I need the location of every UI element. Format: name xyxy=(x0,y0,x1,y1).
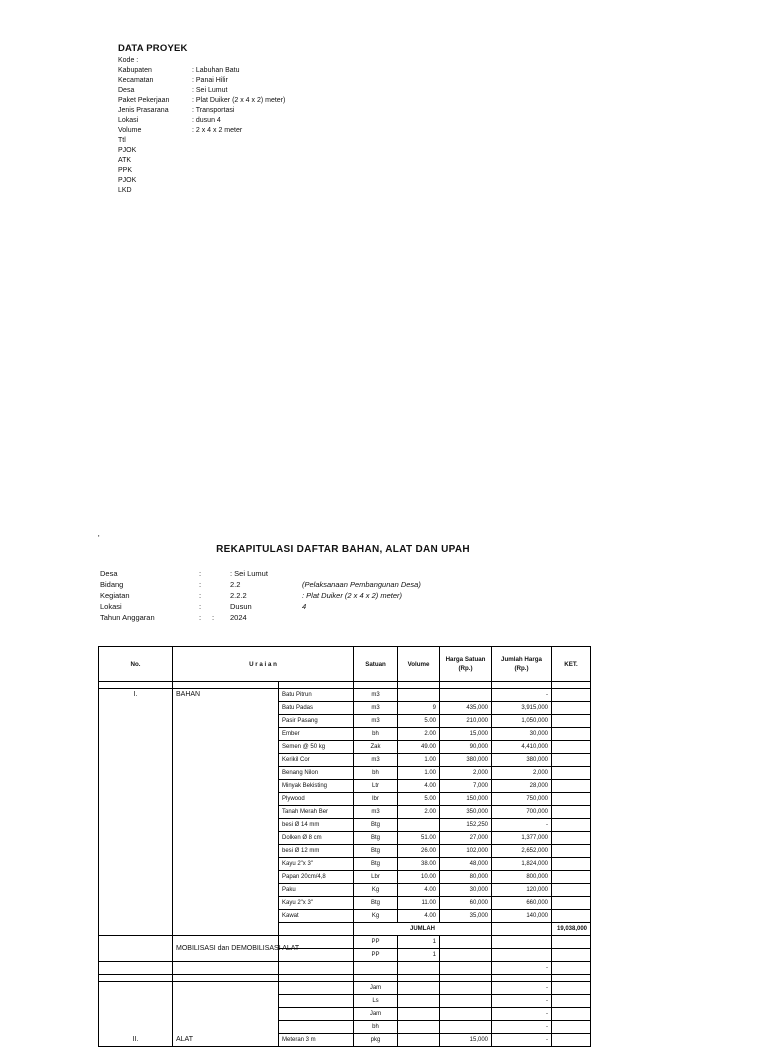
item-volume: 49.00 xyxy=(398,741,440,754)
info-sep2: : xyxy=(212,613,215,622)
proyek-key: Lokasi xyxy=(118,117,139,124)
table-row xyxy=(99,682,591,689)
header-ket: KET. xyxy=(552,647,591,682)
alat-satuan: Ls xyxy=(354,995,398,1008)
table-row xyxy=(99,936,591,949)
empty-cell xyxy=(440,936,492,949)
item-volume xyxy=(398,689,440,702)
proyek-row xyxy=(118,66,285,76)
alat-jumlah-harga: - xyxy=(492,982,552,995)
mob-satuan: PP xyxy=(354,949,398,962)
item-satuan: Ltr xyxy=(354,780,398,793)
empty-cell xyxy=(552,982,591,995)
alat-name xyxy=(279,982,354,995)
group-no-alat: II. xyxy=(99,982,173,1047)
proyek-value: : Labuhan Batu xyxy=(192,67,240,74)
info-sep2 xyxy=(212,601,230,612)
item-volume: 38.00 xyxy=(398,858,440,871)
empty-cell xyxy=(398,962,440,975)
proyek-row xyxy=(118,186,285,196)
item-satuan: bh xyxy=(354,767,398,780)
empty-cell xyxy=(552,962,591,975)
header-satuan: Satuan xyxy=(354,647,398,682)
alat-name: Meteran 3 m xyxy=(279,1034,354,1047)
item-name: Plywood xyxy=(279,793,354,806)
item-volume: 5.00 xyxy=(398,715,440,728)
data-proyek xyxy=(118,44,285,196)
item-harga-satuan: 27,000 xyxy=(440,832,492,845)
alat-satuan: pkg xyxy=(354,1034,398,1047)
alat-name xyxy=(279,1021,354,1034)
item-harga-satuan: 15,000 xyxy=(440,728,492,741)
rekap-info xyxy=(100,568,421,623)
proyek-value: : 2 x 4 x 2 meter xyxy=(192,127,243,134)
item-name: besi Ø 14 mm xyxy=(279,819,354,832)
alat-name xyxy=(279,1008,354,1021)
item-satuan: Btg xyxy=(354,819,398,832)
item-jumlah-harga: 800,000 xyxy=(492,871,552,884)
item-harga-satuan: 350,000 xyxy=(440,806,492,819)
item-name: Pasir Pasang xyxy=(279,715,354,728)
header-volume: Volume xyxy=(398,647,440,682)
item-name: Paku xyxy=(279,884,354,897)
alat-harga-satuan xyxy=(440,995,492,1008)
info-sep: : xyxy=(198,580,202,589)
empty-cell xyxy=(354,962,398,975)
proyek-row xyxy=(118,56,285,66)
header-uraian: U r a i a n xyxy=(173,647,354,682)
item-jumlah-harga: 700,000 xyxy=(492,806,552,819)
empty-cell xyxy=(279,975,354,982)
alat-jumlah-harga: - xyxy=(492,1021,552,1034)
item-harga-satuan: 150,000 xyxy=(440,793,492,806)
proyek-key: PJOK xyxy=(118,177,137,184)
item-name: Tanah Merah Ber xyxy=(279,806,354,819)
alat-jumlah-harga: - xyxy=(492,1008,552,1021)
info-row xyxy=(100,612,421,623)
item-harga-satuan: 435,000 xyxy=(440,702,492,715)
item-jumlah-harga: 3,915,000 xyxy=(492,702,552,715)
proyek-title: DATA PROYEK xyxy=(118,43,188,54)
proyek-row xyxy=(118,176,285,186)
item-volume: 4.00 xyxy=(398,780,440,793)
item-harga-satuan: 210,000 xyxy=(440,715,492,728)
proyek-key: PJOK xyxy=(118,147,137,154)
empty-cell xyxy=(99,682,173,689)
info-sep2 xyxy=(212,590,230,601)
item-name: Kayu 2"x 3" xyxy=(279,897,354,910)
proyek-key: Paket Pekerjaan xyxy=(118,97,170,104)
item-ket xyxy=(552,780,591,793)
alat-satuan: Jam xyxy=(354,982,398,995)
item-harga-satuan: 2,000 xyxy=(440,767,492,780)
item-satuan: bh xyxy=(354,728,398,741)
empty-cell xyxy=(398,1021,440,1034)
item-ket xyxy=(552,884,591,897)
item-satuan: Btg xyxy=(354,832,398,845)
mob-volume: 1 xyxy=(398,949,440,962)
proyek-key: Jenis Prasarana xyxy=(118,107,169,114)
empty-cell xyxy=(173,962,279,975)
proyek-key: Kode : xyxy=(118,57,139,64)
item-ket xyxy=(552,832,591,845)
proyek-key: Kecamatan xyxy=(118,77,154,84)
item-harga-satuan: 30,000 xyxy=(440,884,492,897)
item-harga-satuan xyxy=(440,689,492,702)
empty-cell xyxy=(398,1008,440,1021)
item-name: Semen @ 50 kg xyxy=(279,741,354,754)
item-volume: 26.00 xyxy=(398,845,440,858)
empty-cell xyxy=(398,995,440,1008)
info-row xyxy=(100,579,421,590)
item-volume: 1.00 xyxy=(398,767,440,780)
item-harga-satuan: 35,000 xyxy=(440,910,492,923)
table-row xyxy=(99,975,591,982)
item-ket xyxy=(552,728,591,741)
alat-satuan: bh xyxy=(354,1021,398,1034)
item-jumlah-harga: 2,000 xyxy=(492,767,552,780)
item-jumlah-harga: 660,000 xyxy=(492,897,552,910)
proyek-row xyxy=(118,86,285,96)
alat-harga-satuan xyxy=(440,1021,492,1034)
proyek-row xyxy=(118,76,285,86)
info-value: Dusun xyxy=(230,602,252,611)
alat-name xyxy=(279,995,354,1008)
info-extra: 4 xyxy=(302,602,307,611)
alat-satuan: Jam xyxy=(354,1008,398,1021)
empty-cell xyxy=(552,936,591,949)
info-row xyxy=(100,590,421,601)
item-jumlah-harga: 750,000 xyxy=(492,793,552,806)
empty-cell xyxy=(440,962,492,975)
item-harga-satuan: 80,000 xyxy=(440,871,492,884)
item-satuan: lbr xyxy=(354,793,398,806)
info-row xyxy=(100,601,421,612)
item-ket xyxy=(552,845,591,858)
info-value: 2.2 xyxy=(230,580,241,589)
empty-cell xyxy=(99,936,173,962)
info-key: Desa xyxy=(100,569,118,578)
info-value: : Sei Lumut xyxy=(230,569,268,578)
empty-cell xyxy=(492,682,552,689)
empty-cell xyxy=(279,682,354,689)
item-harga-satuan: 102,000 xyxy=(440,845,492,858)
item-ket xyxy=(552,754,591,767)
item-volume: 2.00 xyxy=(398,728,440,741)
item-name: Batu Pitrun xyxy=(279,689,354,702)
item-ket xyxy=(552,715,591,728)
item-ket xyxy=(552,858,591,871)
item-satuan: m3 xyxy=(354,689,398,702)
group-no-bahan: I. xyxy=(99,689,173,936)
table-row xyxy=(99,962,591,975)
empty-cell xyxy=(492,923,552,936)
empty-cell xyxy=(398,1034,440,1047)
proyek-row xyxy=(118,136,285,146)
mob-satuan: PP xyxy=(354,936,398,949)
empty-cell xyxy=(279,923,354,936)
proyek-key: Desa xyxy=(118,87,135,94)
empty-cell xyxy=(552,1034,591,1047)
item-jumlah-harga: 120,000 xyxy=(492,884,552,897)
proyek-key: PPK xyxy=(118,167,133,174)
item-name: Kayu 2"x 3" xyxy=(279,858,354,871)
proyek-row xyxy=(118,116,285,126)
item-name: Dolken Ø 8 cm xyxy=(279,832,354,845)
empty-cell xyxy=(99,962,173,975)
item-name: Batu Padas xyxy=(279,702,354,715)
item-satuan: m3 xyxy=(354,715,398,728)
empty-cell xyxy=(398,682,440,689)
empty-cell xyxy=(492,949,552,962)
item-satuan: m3 xyxy=(354,806,398,819)
empty-cell xyxy=(99,975,173,982)
empty-cell xyxy=(173,682,279,689)
info-sep: : xyxy=(198,602,202,611)
empty-cell xyxy=(279,962,354,975)
item-name: Kerikil Cor xyxy=(279,754,354,767)
alat-jumlah-harga: - xyxy=(492,995,552,1008)
item-ket xyxy=(552,767,591,780)
proyek-row xyxy=(118,146,285,156)
proyek-row xyxy=(118,126,285,136)
header-harga-satuan: Harga Satuan (Rp.) xyxy=(440,647,492,682)
item-satuan: m3 xyxy=(354,702,398,715)
item-ket xyxy=(552,689,591,702)
proyek-value: : Transportasi xyxy=(192,107,235,114)
item-harga-satuan: 152,250 xyxy=(440,819,492,832)
header-no: No. xyxy=(99,647,173,682)
info-sep: : xyxy=(198,613,202,622)
item-harga-satuan: 90,000 xyxy=(440,741,492,754)
empty-cell xyxy=(173,975,279,982)
empty-cell xyxy=(398,982,440,995)
stray-mark: ' xyxy=(98,534,100,543)
proyek-key: ATK xyxy=(118,157,132,164)
item-harga-satuan: 380,000 xyxy=(440,754,492,767)
item-jumlah-harga: 1,050,000 xyxy=(492,715,552,728)
rekap-title: REKAPITULASI DAFTAR BAHAN, ALAT DAN UPAH xyxy=(216,544,470,555)
proyek-row xyxy=(118,156,285,166)
item-volume: 51.00 xyxy=(398,832,440,845)
info-key: Bidang xyxy=(100,580,124,589)
info-key: Kegiatan xyxy=(100,591,130,600)
item-ket xyxy=(552,871,591,884)
item-volume: 5.00 xyxy=(398,793,440,806)
info-value: 2024 xyxy=(230,613,247,622)
proyek-key: Volume xyxy=(118,127,142,134)
item-volume: 2.00 xyxy=(398,806,440,819)
item-jumlah-harga: - xyxy=(492,689,552,702)
item-volume xyxy=(398,819,440,832)
item-jumlah-harga: 2,652,000 xyxy=(492,845,552,858)
info-sep2 xyxy=(212,568,230,579)
info-sep: : xyxy=(198,569,202,578)
proyek-key: Ttl xyxy=(118,137,126,144)
item-ket xyxy=(552,702,591,715)
item-harga-satuan: 7,000 xyxy=(440,780,492,793)
item-jumlah-harga: 30,000 xyxy=(492,728,552,741)
empty-cell xyxy=(440,975,492,982)
item-harga-satuan: 48,000 xyxy=(440,858,492,871)
proyek-value: : dusun 4 xyxy=(192,117,221,124)
item-satuan: Kg xyxy=(354,910,398,923)
item-volume: 9 xyxy=(398,702,440,715)
item-ket xyxy=(552,910,591,923)
item-name: Ember xyxy=(279,728,354,741)
alat-harga-satuan: 15,000 xyxy=(440,1034,492,1047)
info-value: 2.2.2 xyxy=(230,591,247,600)
item-satuan: Btg xyxy=(354,845,398,858)
item-volume: 4.00 xyxy=(398,884,440,897)
item-name: Papan 20cm/4,8 xyxy=(279,871,354,884)
alat-jumlah-harga: - xyxy=(492,1034,552,1047)
info-key: Lokasi xyxy=(100,602,122,611)
item-volume: 10.00 xyxy=(398,871,440,884)
info-extra: : Plat Duiker (2 x 4 x 2) meter) xyxy=(302,591,403,600)
proyek-key: LKD xyxy=(118,187,132,194)
info-sep2 xyxy=(212,579,230,590)
group-label-alat: ALAT xyxy=(173,982,279,1047)
proyek-row xyxy=(118,106,285,116)
info-key: Tahun Anggaran xyxy=(100,613,155,622)
empty-cell xyxy=(552,949,591,962)
rekap-table xyxy=(98,646,591,1047)
table-row xyxy=(99,982,591,995)
item-satuan: Btg xyxy=(354,897,398,910)
empty-cell xyxy=(492,975,552,982)
proyek-value: : Panai Hilir xyxy=(192,77,228,84)
jumlah-value: 19,038,000 xyxy=(552,923,591,936)
item-jumlah-harga: - xyxy=(492,819,552,832)
item-jumlah-harga: 140,000 xyxy=(492,910,552,923)
empty-cell xyxy=(552,995,591,1008)
jumlah-label: JUMLAH xyxy=(354,923,492,936)
mob-total: - xyxy=(492,962,552,975)
item-jumlah-harga: 28,000 xyxy=(492,780,552,793)
empty-cell xyxy=(552,975,591,982)
empty-cell xyxy=(354,975,398,982)
empty-cell xyxy=(552,1021,591,1034)
item-name: Benang Nilon xyxy=(279,767,354,780)
item-satuan: Lbr xyxy=(354,871,398,884)
group-label-bahan: BAHAN xyxy=(173,689,279,936)
item-jumlah-harga: 4,410,000 xyxy=(492,741,552,754)
item-name: Kawat xyxy=(279,910,354,923)
proyek-row xyxy=(118,166,285,176)
proyek-row xyxy=(118,96,285,106)
item-ket xyxy=(552,819,591,832)
item-ket xyxy=(552,806,591,819)
item-satuan: m3 xyxy=(354,754,398,767)
empty-cell xyxy=(492,936,552,949)
item-jumlah-harga: 380,000 xyxy=(492,754,552,767)
item-jumlah-harga: 1,377,000 xyxy=(492,832,552,845)
alat-harga-satuan xyxy=(440,982,492,995)
empty-cell xyxy=(440,682,492,689)
item-name: besi Ø 12 mm xyxy=(279,845,354,858)
item-ket xyxy=(552,897,591,910)
item-volume: 1.00 xyxy=(398,754,440,767)
proyek-key: Kabupaten xyxy=(118,67,152,74)
alat-harga-satuan xyxy=(440,1008,492,1021)
item-name: Minyak Bekisting xyxy=(279,780,354,793)
mob-volume: 1 xyxy=(398,936,440,949)
proyek-value: : Plat Duiker (2 x 4 x 2) meter) xyxy=(192,97,286,104)
header-jumlah-harga: Jumlah Harga (Rp.) xyxy=(492,647,552,682)
item-volume: 4.00 xyxy=(398,910,440,923)
proyek-value: : Sei Lumut xyxy=(192,87,228,94)
table-header-row xyxy=(99,647,591,682)
empty-cell xyxy=(398,975,440,982)
item-satuan: Kg xyxy=(354,884,398,897)
mobilisasi-label: MOBILISASI dan DEMOBILISASI ALAT xyxy=(173,936,279,962)
item-ket xyxy=(552,741,591,754)
info-sep: : xyxy=(198,591,202,600)
empty-cell xyxy=(552,1008,591,1021)
info-extra: (Pelaksanaan Pembangunan Desa) xyxy=(302,580,421,589)
item-satuan: Btg xyxy=(354,858,398,871)
item-ket xyxy=(552,793,591,806)
empty-cell xyxy=(552,682,591,689)
item-volume: 11.00 xyxy=(398,897,440,910)
table-row xyxy=(99,689,591,702)
item-jumlah-harga: 1,824,000 xyxy=(492,858,552,871)
item-satuan: Zak xyxy=(354,741,398,754)
item-harga-satuan: 60,000 xyxy=(440,897,492,910)
info-row xyxy=(100,568,421,579)
empty-cell xyxy=(440,949,492,962)
empty-cell xyxy=(354,682,398,689)
